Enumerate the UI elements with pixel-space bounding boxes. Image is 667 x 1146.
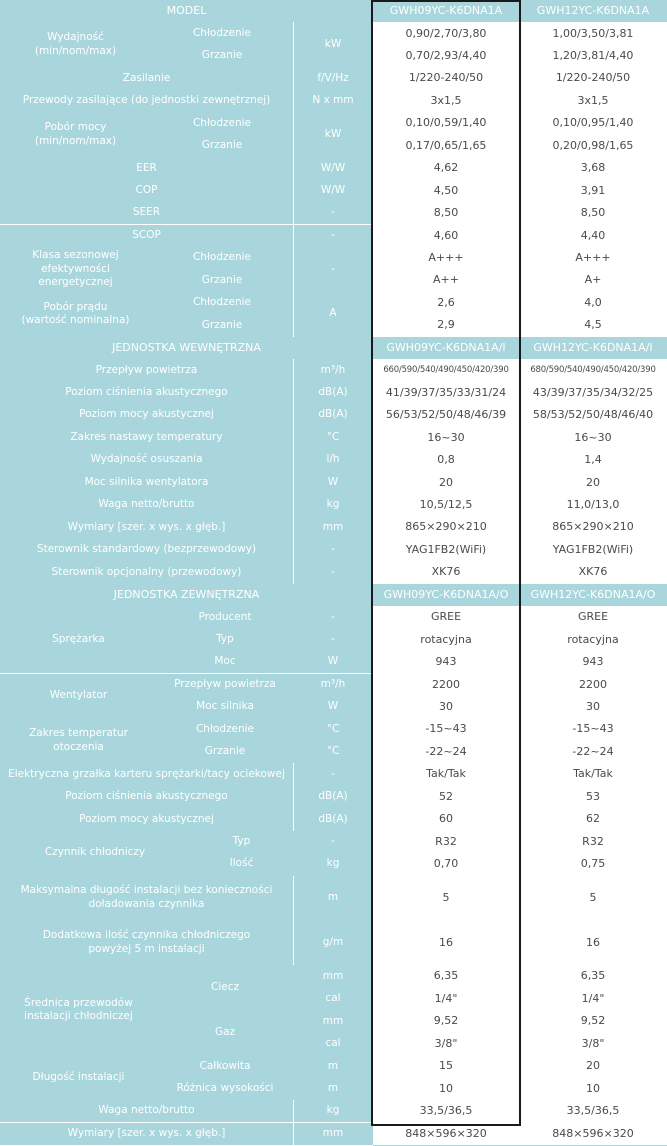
sub-label: Chłodzenie <box>151 247 293 269</box>
sub-unit: - <box>293 606 373 628</box>
value-model-1: 1/4" <box>373 988 519 1010</box>
value-model-2: 1,20/3,81/4,40 <box>519 45 667 67</box>
value-model-2: 53 <box>519 786 667 808</box>
value-model-1: 4,50 <box>373 180 519 202</box>
value-model-2: 3x1,5 <box>519 90 667 112</box>
row-label: Zakres nastawy temperatury <box>0 427 293 449</box>
section-title: MODEL <box>0 0 373 22</box>
row-label: Waga netto/brutto <box>0 1100 293 1122</box>
row-unit: f/V/Hz <box>293 67 373 89</box>
row-unit: dB(A) <box>293 808 373 830</box>
sub-unit: m³/h <box>293 674 373 696</box>
value-model-1: 3x1,5 <box>373 90 519 112</box>
value-model-1: 5 <box>373 876 519 921</box>
row-label: Moc silnika wentylatora <box>0 471 293 493</box>
value-model-2: 4,0 <box>519 292 667 314</box>
value-model-2: 16~30 <box>519 427 667 449</box>
value-model-1: 3/8" <box>373 1033 519 1055</box>
value-model-1: 0,8 <box>373 449 519 471</box>
row-label: Maksymalna długość instalacji bez konieczności doładowania czynnika <box>0 876 293 921</box>
row-label: Elektryczna grzałka karteru sprężarki/tacy ociekowej <box>0 763 293 785</box>
value-model-2: 1,00/3,50/3,81 <box>519 22 667 44</box>
value-model-2: 5 <box>519 876 667 921</box>
sub-unit: - <box>293 831 373 853</box>
sub-label: Całkowita <box>157 1055 293 1077</box>
group-unit: kW <box>293 22 373 67</box>
sub-label: Chłodzenie <box>157 718 293 740</box>
value-model-1: A+++ <box>373 247 519 269</box>
value-model-2: 3/8" <box>519 1033 667 1055</box>
value-model-2: 11,0/13,0 <box>519 494 667 516</box>
value-model-2: 0,10/0,95/1,40 <box>519 112 667 134</box>
sub-label: Typ <box>157 629 293 651</box>
sub-label: Różnica wysokości <box>157 1078 293 1100</box>
sub-label: Chłodzenie <box>151 22 293 44</box>
row-unit: mm <box>293 516 373 538</box>
row-label: Poziom ciśnienia akustycznego <box>0 786 293 808</box>
row-label: Sterownik opcjonalny (przewodowy) <box>0 561 293 583</box>
row-unit: - <box>293 561 373 583</box>
row-unit: m³/h <box>293 359 373 381</box>
value-model-1: 30 <box>373 696 519 718</box>
value-model-1: Tak/Tak <box>373 763 519 785</box>
value-model-2: -22~24 <box>519 741 667 763</box>
row-label: SEER <box>0 202 293 224</box>
value-model-1: 10 <box>373 1078 519 1100</box>
value-model-1: 865×290×210 <box>373 516 519 538</box>
value-model-1: 6,35 <box>373 965 519 987</box>
group-label: Długość instalacji <box>0 1055 157 1100</box>
value-model-1: R32 <box>373 831 519 853</box>
value-model-1: GREE <box>373 606 519 628</box>
row-label: Dodatkowa ilość czynnika chłodniczego powyżej 5 m instalacji <box>0 920 293 965</box>
value-model-1: 0,70 <box>373 853 519 875</box>
value-model-1: 33,5/36,5 <box>373 1100 519 1122</box>
value-model-1: -15~43 <box>373 718 519 740</box>
row-unit: mm <box>293 1123 373 1145</box>
row-label: Przewody zasilające (do jednostki zewnętrznej) <box>0 90 293 112</box>
group-label: Zakres temperatur otoczenia <box>0 718 157 763</box>
row-unit: - <box>293 202 373 224</box>
section-title: JEDNOSTKA WEWNĘTRZNA <box>0 337 373 359</box>
value-model-1: 16 <box>373 920 519 965</box>
value-model-1: A++ <box>373 269 519 291</box>
group-label: Średnica przewodów instalacji chłodniczej <box>0 965 157 1055</box>
sub-unit: W <box>293 696 373 718</box>
value-model-1: 0,10/0,59/1,40 <box>373 112 519 134</box>
section-model-2: GWH12YC-K6DNA1A/I <box>519 337 667 359</box>
value-model-2: 16 <box>519 920 667 965</box>
value-model-2: 943 <box>519 651 667 673</box>
value-model-1: 16~30 <box>373 427 519 449</box>
row-unit: m <box>293 876 373 921</box>
value-model-2: rotacyjna <box>519 629 667 651</box>
value-model-2: 4,40 <box>519 225 667 247</box>
value-model-2: A+ <box>519 269 667 291</box>
value-model-2: 1/4" <box>519 988 667 1010</box>
group-label: Sprężarka <box>0 606 157 673</box>
value-model-2: 6,35 <box>519 965 667 987</box>
sub-label: Ilość <box>190 853 293 875</box>
group-unit: - <box>293 247 373 292</box>
value-model-2: YAG1FB2(WiFi) <box>519 539 667 561</box>
row-unit: N x mm <box>293 90 373 112</box>
sub-unit: m <box>293 1055 373 1077</box>
sub-label: Typ <box>190 831 293 853</box>
row-unit: W/W <box>293 157 373 179</box>
value-model-2: 3,68 <box>519 157 667 179</box>
sub-label: Chłodzenie <box>151 292 293 314</box>
value-model-2: 865×290×210 <box>519 516 667 538</box>
sub-label: Moc silnika <box>157 696 293 718</box>
value-model-2: -15~43 <box>519 718 667 740</box>
group-label: Pobór mocy (min/nom/max) <box>0 112 151 157</box>
row-label: Sterownik standardowy (bezprzewodowy) <box>0 539 293 561</box>
section-model-2: GWH12YC-K6DNA1A <box>519 0 667 22</box>
row-unit: l/h <box>293 449 373 471</box>
value-model-1: rotacyjna <box>373 629 519 651</box>
row-unit: W/W <box>293 180 373 202</box>
value-model-1: 2,9 <box>373 314 519 336</box>
row-unit: - <box>293 225 373 247</box>
sub-label: Grzanie <box>151 135 293 157</box>
value-model-2: 43/39/37/35/34/32/25 <box>519 382 667 404</box>
row-label: Waga netto/brutto <box>0 494 293 516</box>
value-model-1: 60 <box>373 808 519 830</box>
group-unit: A <box>293 292 373 337</box>
value-model-2: A+++ <box>519 247 667 269</box>
group-label: Wydajność (min/nom/max) <box>0 22 151 67</box>
value-model-2: 4,5 <box>519 314 667 336</box>
value-model-2: 2200 <box>519 674 667 696</box>
section-title: JEDNOSTKA ZEWNĘTRZNA <box>0 584 373 606</box>
value-model-1: 9,52 <box>373 1010 519 1032</box>
row-unit: g/m <box>293 920 373 965</box>
value-model-1: 660/590/540/490/450/420/390 <box>373 359 519 381</box>
value-model-2: 3,91 <box>519 180 667 202</box>
value-model-2: 1/220-240/50 <box>519 67 667 89</box>
value-model-2: 58/53/52/50/48/46/40 <box>519 404 667 426</box>
value-model-1: 41/39/37/35/33/31/24 <box>373 382 519 404</box>
sub-label: Grzanie <box>151 45 293 67</box>
value-model-1: 4,62 <box>373 157 519 179</box>
value-model-1: XK76 <box>373 561 519 583</box>
value-model-1: 10,5/12,5 <box>373 494 519 516</box>
group-label: Czynnik chłodniczy <box>0 831 190 876</box>
group-label: Klasa sezonowej efektywności energetycznej <box>0 247 151 292</box>
value-model-2: 0,75 <box>519 853 667 875</box>
row-unit: °C <box>293 427 373 449</box>
row-label: Poziom ciśnienia akustycznego <box>0 382 293 404</box>
value-model-1: 2,6 <box>373 292 519 314</box>
value-model-1: YAG1FB2(WiFi) <box>373 539 519 561</box>
row-label: SCOP <box>0 225 293 247</box>
row-unit: - <box>293 763 373 785</box>
value-model-1: 0,17/0,65/1,65 <box>373 135 519 157</box>
sub-unit: - <box>293 629 373 651</box>
section-model-1: GWH09YC-K6DNA1A/O <box>373 584 519 606</box>
sub-label: Przepływ powietrza <box>157 674 293 696</box>
value-model-1: 52 <box>373 786 519 808</box>
row-label: Poziom mocy akustycznej <box>0 808 293 830</box>
sub-unit: cal <box>293 988 373 1010</box>
value-model-2: 10 <box>519 1078 667 1100</box>
value-model-2: XK76 <box>519 561 667 583</box>
row-unit: dB(A) <box>293 786 373 808</box>
row-unit: kg <box>293 1100 373 1122</box>
value-model-2: 0,20/0,98/1,65 <box>519 135 667 157</box>
value-model-1: 848×596×320 <box>373 1123 519 1145</box>
row-label: COP <box>0 180 293 202</box>
value-model-1: -22~24 <box>373 741 519 763</box>
row-unit: W <box>293 471 373 493</box>
group-label: Wentylator <box>0 674 157 719</box>
row-label: Przepływ powietrza <box>0 359 293 381</box>
sub-unit: kg <box>293 853 373 875</box>
sub-unit: cal <box>293 1033 373 1055</box>
row-label: Poziom mocy akustycznej <box>0 404 293 426</box>
value-model-1: 20 <box>373 471 519 493</box>
row-unit: kg <box>293 494 373 516</box>
value-model-2: 62 <box>519 808 667 830</box>
group-unit: kW <box>293 112 373 157</box>
value-model-1: 2200 <box>373 674 519 696</box>
row-unit: dB(A) <box>293 404 373 426</box>
value-model-2: 680/590/540/490/450/420/390 <box>519 359 667 381</box>
value-model-2: 9,52 <box>519 1010 667 1032</box>
sub-unit: °C <box>293 741 373 763</box>
group-label: Pobór prądu (wartość nominalna) <box>0 292 151 337</box>
sub-label: Producent <box>157 606 293 628</box>
value-model-1: 15 <box>373 1055 519 1077</box>
value-model-2: 20 <box>519 1055 667 1077</box>
value-model-1: 943 <box>373 651 519 673</box>
row-label: Zasilanie <box>0 67 293 89</box>
value-model-2: 848×596×320 <box>519 1123 667 1145</box>
value-model-1: 8,50 <box>373 202 519 224</box>
sub-unit: mm <box>293 965 373 987</box>
section-model-2: GWH12YC-K6DNA1A/O <box>519 584 667 606</box>
value-model-2: GREE <box>519 606 667 628</box>
sub-unit: W <box>293 651 373 673</box>
sub-label: Grzanie <box>151 269 293 291</box>
value-model-1: 56/53/52/50/48/46/39 <box>373 404 519 426</box>
row-label: EER <box>0 157 293 179</box>
value-model-1: 0,90/2,70/3,80 <box>373 22 519 44</box>
value-model-2: R32 <box>519 831 667 853</box>
row-label: Wydajność osuszania <box>0 449 293 471</box>
value-model-1: 4,60 <box>373 225 519 247</box>
sub-label: Ciecz <box>157 965 293 1010</box>
sub-label: Grzanie <box>157 741 293 763</box>
section-model-1: GWH09YC-K6DNA1A/I <box>373 337 519 359</box>
value-model-2: 8,50 <box>519 202 667 224</box>
row-label: Wymiary [szer. x wys. x głęb.] <box>0 1123 293 1145</box>
value-model-1: 1/220-240/50 <box>373 67 519 89</box>
section-model-1: GWH09YC-K6DNA1A <box>373 0 519 22</box>
sub-unit: mm <box>293 1010 373 1032</box>
sub-unit: m <box>293 1078 373 1100</box>
value-model-2: Tak/Tak <box>519 763 667 785</box>
row-unit: - <box>293 539 373 561</box>
row-unit: dB(A) <box>293 382 373 404</box>
sub-label: Moc <box>157 651 293 673</box>
sub-label: Grzanie <box>151 314 293 336</box>
value-model-2: 20 <box>519 471 667 493</box>
value-model-2: 1,4 <box>519 449 667 471</box>
sub-unit: °C <box>293 718 373 740</box>
sub-label: Chłodzenie <box>151 112 293 134</box>
sub-label: Gaz <box>157 1010 293 1055</box>
value-model-2: 33,5/36,5 <box>519 1100 667 1122</box>
row-label: Wymiary [szer. x wys. x głęb.] <box>0 516 293 538</box>
value-model-2: 30 <box>519 696 667 718</box>
value-model-1: 0,70/2,93/4,40 <box>373 45 519 67</box>
